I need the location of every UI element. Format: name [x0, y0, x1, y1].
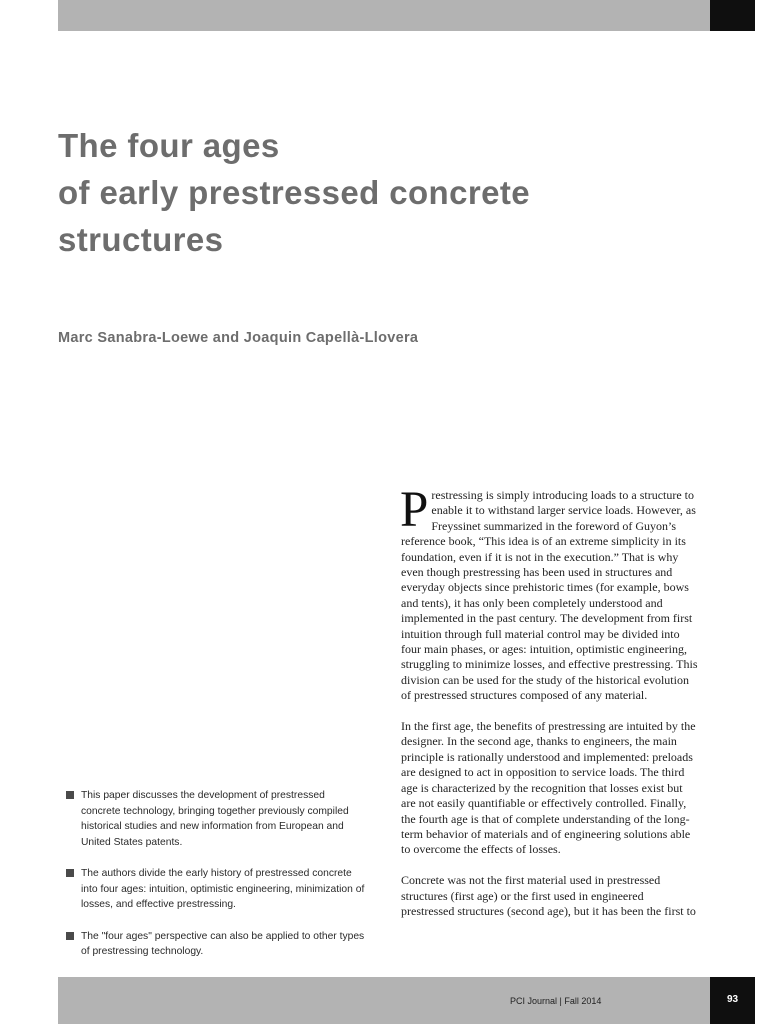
- square-bullet-icon: [66, 869, 74, 877]
- title-line-2: of early prestressed concrete: [58, 174, 530, 211]
- journal-issue: PCI Journal | Fall 2014: [510, 996, 602, 1006]
- bullet-text: This paper discusses the development of prestressed concrete technology, bringing together previously compiled historical studies and new information from European and United States patents.: [81, 790, 349, 848]
- summary-bullet: [66, 866, 366, 913]
- square-bullet-icon: [66, 932, 74, 940]
- article-title: [58, 122, 738, 263]
- page-number: 93: [726, 994, 739, 1005]
- body-paragraph-1: [400, 482, 699, 704]
- body-paragraph-2: In the first age, the benefits of prestressing are intuited by the designer. In the second age, thanks to engineers, the main principle is rationally understood and implemented: preloads are designed to act in opposition to service loads. The third age is characterized by the recognition that losses exist but are not easily quantifiable or effectively controlled. Finally, the fourth age is that of complete understanding of the long-term behavior of materials and of engineering solutions able to overcome the effects of losses.: [401, 719, 696, 857]
- square-bullet-icon: [66, 791, 74, 799]
- bullet-text: The authors divide the early history of prestressed concrete into four ages: intuition, optimistic engineering, minimization of losses, and effective prestressing.: [81, 868, 365, 910]
- header-band: [58, 0, 710, 31]
- summary-bullets: [66, 788, 366, 976]
- body-paragraph-3: Concrete was not the first material used in prestressed structures (first age) or the first used in engineered prestressed structures (second age), but it has been the first to: [401, 873, 696, 918]
- author-byline: Marc Sanabra-Loewe and Joaquin Capellà-Llovera: [58, 330, 419, 346]
- header-tab: [710, 0, 755, 31]
- bullet-text: The "four ages" perspective can also be applied to other types of prestressing technology.: [81, 930, 365, 957]
- body-text-column: [400, 482, 699, 935]
- drop-cap: P: [400, 482, 429, 538]
- footer-band: [58, 977, 710, 1024]
- title-line-3: structures: [58, 221, 224, 258]
- summary-bullet: [66, 929, 366, 960]
- title-line-1: The four ages: [58, 127, 280, 164]
- summary-bullet: [66, 788, 366, 850]
- paragraph-text: restressing is simply introducing loads to a structure to enable it to withstand larger service loads. However, as Freyssinet summarized in the foreword of Guyon’s reference book, “This idea is of an extreme simplicity in its foundation, even if it is not in the execution.” That is why even though prestressing has been used in structures and everyday objects since prehistoric times (for example, bows and tents), it has only been completely understood and implemented in the past century. The development from first intuition through full material control may be divided into four main phases, or ages: intuition, optimistic engineering, struggling to minimize losses, and effective prestressing. This division can be used for the study of the historical evolution of prestressed structures composed of any material.: [401, 488, 698, 703]
